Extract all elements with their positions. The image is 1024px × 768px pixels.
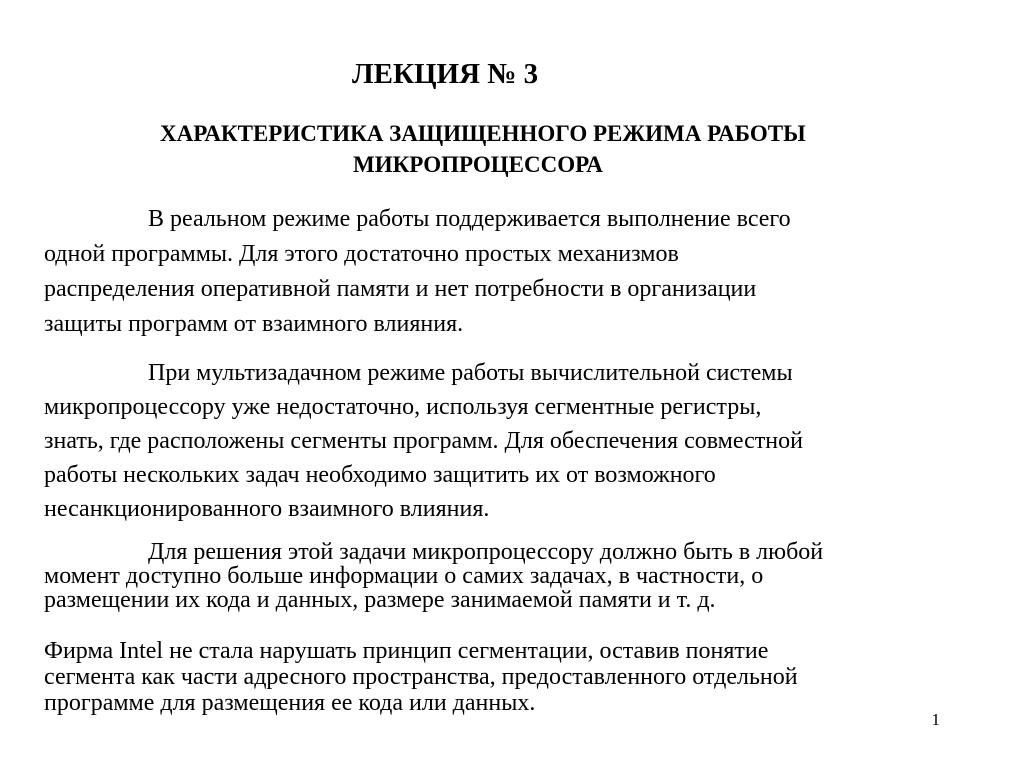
paragraph-multitask-mode (44, 356, 944, 526)
text-line: несанкционированного взаимного влияния. (44, 496, 490, 522)
text-line: распределения оперативной памяти и нет потребности в организации (44, 276, 757, 302)
text-line: В реальном режиме работы поддерживается выполнение всего (148, 206, 791, 232)
text-line: размещении их кода и данных, размере занимаемой памяти и т. д. (44, 587, 716, 613)
text-line: При мультизадачном режиме работы вычислительной системы (148, 360, 793, 386)
text-line: Фирма Intel не стала нарушать принцип сегментации, оставив понятие (44, 638, 769, 664)
text-line: момент доступно больше информации о самих задачах, в частности, о (44, 563, 764, 589)
slide-subtitle (160, 118, 980, 180)
text-line: знать, где расположены сегменты программ. Для обеспечения совместной (44, 428, 803, 454)
text-line: одной программы. Для этого достаточно простых механизмов (44, 241, 679, 267)
slide-title: ЛЕКЦИЯ № 3 (352, 58, 539, 90)
text-line: Для решения этой задачи микропроцессору должно быть в любой (148, 539, 824, 565)
paragraph-task-info (44, 540, 944, 612)
text-line: сегмента как части адресного пространства, предоставленного отдельной (44, 664, 798, 690)
paragraph-intel-segmentation (44, 638, 944, 716)
paragraph-real-mode (44, 202, 944, 342)
subtitle-line: МИКРОПРОЦЕССОРА (353, 152, 603, 177)
text-line: микропроцессору уже недостаточно, используя сегментные регистры, (44, 394, 762, 420)
text-line: программе для размещения ее кода или данных. (44, 690, 536, 716)
page-number: 1 (931, 710, 940, 729)
text-line: защиты программ от взаимного влияния. (44, 311, 464, 337)
subtitle-line: ХАРАКТЕРИСТИКА ЗАЩИЩЕННОГО РЕЖИМА РАБОТЫ (160, 121, 806, 146)
text-line: работы нескольких задач необходимо защитить их от возможного (44, 462, 716, 488)
